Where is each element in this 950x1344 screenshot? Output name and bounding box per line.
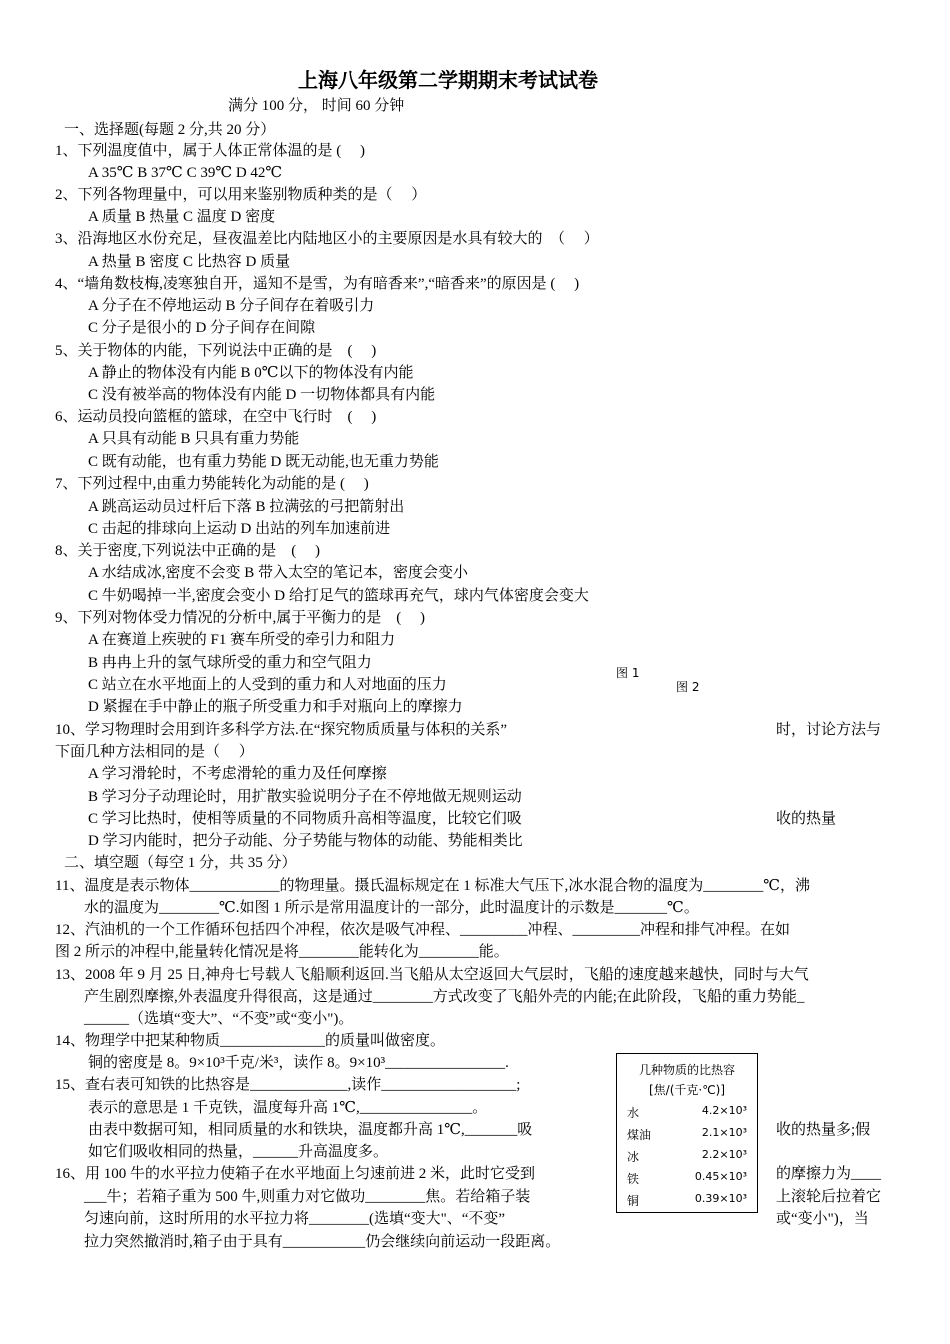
substance-name: 水 bbox=[627, 1106, 640, 1120]
question-8: 8、关于密度,下列说法中正确的是 ( ) bbox=[55, 543, 320, 559]
question-12: 12、汽油机的一个工作循环包括四个冲程，依次是吸气冲程、_________冲程、_________冲程和排气冲程。在如 bbox=[55, 922, 791, 938]
question-15-line-3: 由表中数据可知，相同质量的水和铁块，温度都升高 1℃,_______吸 bbox=[88, 1122, 533, 1138]
question-5-options-ab: A 静止的物体没有内能 B 0℃以下的物体没有内能 bbox=[88, 365, 414, 381]
question-3-options: A 热量 B 密度 C 比热容 D 质量 bbox=[88, 254, 291, 270]
table-row bbox=[627, 1148, 747, 1168]
question-15: 15、查右表可知铁的比热容是_____________,读作__________________; bbox=[55, 1077, 521, 1093]
exam-info: 满分 100 分， 时间 60 分钟 bbox=[228, 98, 405, 114]
question-9-option-d: D 紧握在手中静止的瓶子所受重力和手对瓶向上的摩擦力 bbox=[88, 699, 463, 715]
question-8-options-ab: A 水结成冰,密度不会变 B 带入太空的笔记本，密度会变小 bbox=[88, 565, 469, 581]
question-9-option-b: B 冉冉上升的氢气球所受的重力和空气阻力 bbox=[88, 655, 372, 671]
specific-heat-value: 0.39×10³ bbox=[694, 1192, 747, 1205]
question-10-continued: 时，讨论方法与 bbox=[776, 722, 882, 738]
table-title: 几种物质的比热容 bbox=[638, 1063, 735, 1077]
question-10-option-d: D 学习内能时，把分子动能、分子势能与物体的动能、势能相类比 bbox=[88, 833, 523, 849]
question-2: 2、下列各物理量中，可以用来鉴别物质种类的是（ ） bbox=[55, 187, 427, 203]
question-8-options-cd: C 牛奶喝掉一半,密度会变小 D 给打足气的篮球再充气，球内气体密度会变大 bbox=[88, 588, 589, 604]
question-14-line-2: 铜的密度是 8。9×10³千克/米³，读作 8。9×10³________________. bbox=[88, 1055, 509, 1071]
question-5: 5、关于物体的内能，下列说法中正确的是 ( ) bbox=[55, 343, 377, 359]
table-row bbox=[627, 1104, 747, 1124]
figure-1-label: 图 1 bbox=[616, 666, 640, 680]
question-1-options: A 35℃ B 37℃ C 39℃ D 42℃ bbox=[88, 165, 283, 181]
question-12-line-2: 图 2 所示的冲程中,能量转化情况是将________能转化为________能。 bbox=[55, 944, 509, 960]
question-16: 16、用 100 牛的水平拉力使箱子在水平地面上匀速前进 2 米，此时它受到 bbox=[55, 1166, 536, 1182]
substance-name: 铁 bbox=[627, 1172, 640, 1186]
question-13-line-2: 产生剧烈摩擦,外表温度升得很高，这是通过________方式改变了飞船外壳的内能;在此阶段，飞船的重力势能_ bbox=[84, 989, 805, 1005]
question-5-options-cd: C 没有被举高的物体没有内能 D 一切物体都具有内能 bbox=[88, 387, 436, 403]
specific-heat-value: 2.1×10³ bbox=[701, 1126, 747, 1139]
question-14: 14、物理学中把某种物质______________的质量叫做密度。 bbox=[55, 1033, 446, 1049]
question-13-line-3: ______（选填“变大”、“不变”或“变小")。 bbox=[84, 1011, 354, 1027]
table-row bbox=[627, 1170, 747, 1190]
question-16-line-2: ___牛；若箱子重为 500 牛,则重力对它做功________焦。若给箱子装 bbox=[84, 1189, 531, 1205]
section-heading: 一、选择题(每题 2 分,共 20 分） bbox=[64, 122, 276, 138]
question-7-options-cd: C 击起的排球向上运动 D 出站的列车加速前进 bbox=[88, 521, 391, 537]
question-6-options-cd: C 既有动能，也有重力势能 D 既无动能,也无重力势能 bbox=[88, 454, 439, 470]
question-2-options: A 质量 B 热量 C 温度 D 密度 bbox=[88, 209, 276, 225]
question-15-line-4: 如它们吸收相同的热量，______升高温度多。 bbox=[88, 1144, 389, 1160]
question-10-option-a: A 学习滑轮时，不考虑滑轮的重力及任何摩擦 bbox=[88, 766, 387, 782]
question-16-line-3-continued: 或“变小")，当 bbox=[776, 1211, 869, 1227]
specific-heat-value: 2.2×10³ bbox=[701, 1148, 747, 1161]
question-10: 10、学习物理时会用到许多科学方法.在“探究物质质量与体积的关系” bbox=[55, 722, 508, 738]
question-1: 1、下列温度值中，属于人体正常体温的是 ( ) bbox=[55, 143, 365, 159]
question-15-line-3-continued: 收的热量多;假 bbox=[776, 1122, 871, 1138]
question-11-line-2: 水的温度为________℃.如图 1 所示是常用温度计的一部分，此时温度计的示数是_______℃。 bbox=[84, 900, 699, 916]
question-16-line-3: 匀速向前，这时所用的水平拉力将________(选填“变大"、“不变” bbox=[84, 1211, 506, 1227]
question-7: 7、下列过程中,由重力势能转化为动能的是 ( ) bbox=[55, 476, 369, 492]
question-4: 4、“墙角数枝梅,凌寒独自开，遥知不是雪，为有暗香来”,“暗香来”的原因是 ( ) bbox=[55, 276, 580, 292]
question-16-continued: 的摩擦力为____ bbox=[776, 1166, 882, 1182]
question-4-options-cd: C 分子是很小的 D 分子间存在间隙 bbox=[88, 320, 316, 336]
question-6-options-ab: A 只具有动能 B 只具有重力势能 bbox=[88, 431, 300, 447]
question-10-option-c: C 学习比热时，使相等质量的不同物质升高相等温度，比较它们吸 bbox=[88, 811, 522, 827]
specific-heat-value: 0.45×10³ bbox=[694, 1170, 747, 1183]
table-row bbox=[627, 1192, 747, 1212]
table-row bbox=[627, 1126, 747, 1146]
question-16-line-2-continued: 上滚轮后拉着它 bbox=[776, 1189, 882, 1205]
question-10-line-2: 下面几种方法相同的是（ ） bbox=[55, 744, 254, 760]
question-10-option-c-continued: 收的热量 bbox=[776, 811, 837, 827]
specific-heat-value: 4.2×10³ bbox=[701, 1104, 747, 1117]
substance-name: 煤油 bbox=[627, 1128, 652, 1142]
question-11: 11、温度是表示物体____________的物理量。摄氏温标规定在 1 标准大气压下,冰水混合物的温度为________℃，沸 bbox=[55, 878, 810, 894]
question-9-option-c: C 站立在水平地面上的人受到的重力和人对地面的压力 bbox=[88, 677, 447, 693]
question-6: 6、运动员投向篮框的篮球，在空中飞行时 ( ) bbox=[55, 409, 377, 425]
table-unit: [焦/(千克·℃)] bbox=[648, 1083, 726, 1097]
question-9-option-a: A 在赛道上疾驶的 F1 赛车所受的牵引力和阻力 bbox=[88, 632, 396, 648]
section-heading: 二、填空题（每空 1 分，共 35 分） bbox=[64, 855, 297, 871]
question-4-options-ab: A 分子在不停地运动 B 分子间存在着吸引力 bbox=[88, 298, 375, 314]
page-title: 上海八年级第二学期期末考试试卷 bbox=[298, 68, 598, 92]
question-9: 9、下列对物体受力情况的分析中,属于平衡力的是 ( ) bbox=[55, 610, 425, 626]
question-13: 13、2008 年 9 月 25 日,神舟七号载人飞船顺利返回.当飞船从太空返回大气层时，飞船的速度越来越快，同时与大气 bbox=[55, 967, 809, 983]
question-7-options-ab: A 跳高运动员过杆后下落 B 拉满弦的弓把箭射出 bbox=[88, 499, 405, 515]
substance-name: 铜 bbox=[627, 1194, 640, 1208]
figure-2-label: 图 2 bbox=[676, 680, 700, 694]
question-3: 3、沿海地区水份充足，昼夜温差比内陆地区小的主要原因是水具有较大的 （ ） bbox=[55, 231, 599, 247]
question-10-option-b: B 学习分子动理论时，用扩散实验说明分子在不停地做无规则运动 bbox=[88, 789, 522, 805]
specific-heat-table bbox=[616, 1053, 758, 1213]
question-15-line-2: 表示的意思是 1 千克铁，温度每升高 1℃,_______________。 bbox=[88, 1100, 488, 1116]
substance-name: 冰 bbox=[627, 1150, 640, 1164]
question-16-line-4: 拉力突然撤消时,箱子由于具有___________仍会继续向前运动一段距离。 bbox=[84, 1234, 561, 1250]
